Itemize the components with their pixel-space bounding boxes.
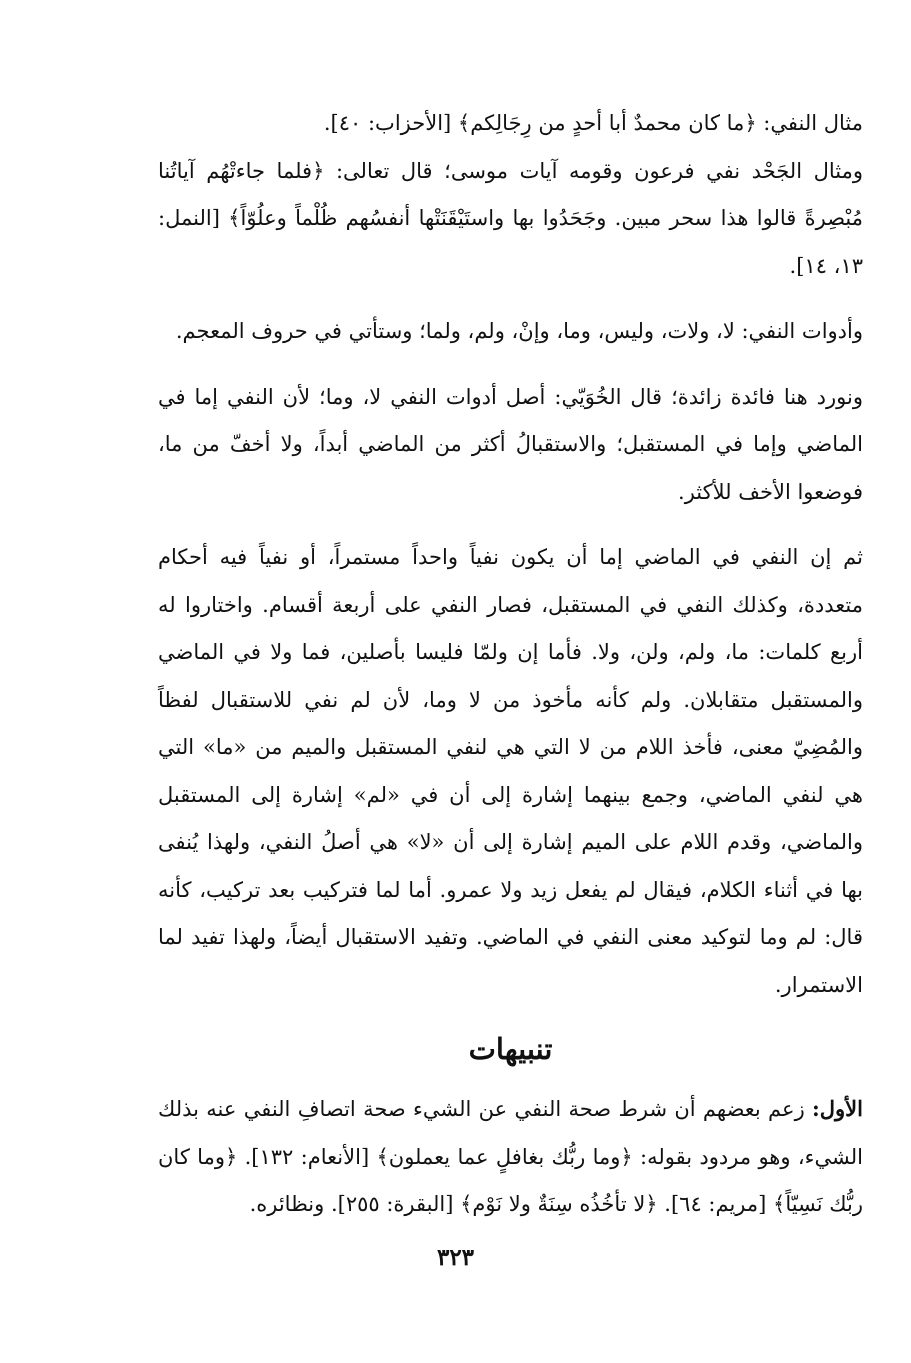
notice-text: زعم بعضهم أن شرط صحة النفي عن الشيء صحة اتصافِ النفي عنه بذلك الشيء، وهو مردود بقوله: ﴿وما ربُّك بغافلٍ عما يعملون﴾ [الأنعام: ١٣٢]. ﴿وما كان ربُّك نَسِيّاً﴾ [مريم: ٦٤]. ﴿لا تأخُذُه سِنَةٌ ولا نَوْم﴾ [البقرة: ٢٥٥]. ونظائره. (158, 1097, 863, 1216)
paragraph-nafi-tools: وأدوات النفي: لا، ولات، وليس، وما، وإنْ، ولم، ولما؛ وستأتي في حروف المعجم. (175, 319, 863, 343)
paragraph-first-notice (158, 1085, 863, 1229)
page-number: ٣٢٣ (436, 1244, 475, 1271)
paragraph-nafi-divisions: ثم إن النفي في الماضي إما أن يكون نفياً واحداً مستمراً، أو نفياً فيه أحكام متعددة، وكذلك النفي في المستقبل، فصار النفي على أربعة أقسام. واختاروا له أربع كلمات: ما، ولم، ولن، ولا. فأما إن ولمّا فليسا بأصلين، فما ولا في الماضي والمستقبل متقابلان. ولم كأنه مأخوذ من لا وما، لأن لم نفي للاستقبال لفظاً والمُضِيّ معنى، فأخذ اللام من لا التي هي لنفي المستقبل والميم من «ما» التي هي لنفي الماضي، وجمع بينهما إشارة إلى أن في «لم» إشارة إلى المستقبل والماضي، وقدم اللام على الميم إشارة إلى أن «لا» هي أصلُ النفي، ولهذا يُنفى بها في أثناء الكلام، فيقال لم يفعل زيد ولا عمرو. أما لما فتركيب بعد تركيب، كأنه قال: لم وما لتوكيد معنى النفي في الماضي. وتفيد الاستقبال أيضاً، ولهذا تفيد لما الاستمرار. (158, 545, 863, 997)
paragraph-jahd-example: ومثال الجَحْد نفي فرعون وقومه آيات موسى؛ قال تعالى: ﴿فلما جاءتْهُم آياتُنا مُبْصِرةً قالوا هذا سحر مبين. وجَحَدُوا بها واستَيْقَنَتْها أنفسُهم ظُلْماً وعلُوّاً﴾ [النمل: ١٣، ١٤]. (158, 158, 863, 278)
notice-lead: الأول: (812, 1096, 863, 1121)
section-heading: تنبيهات (468, 1032, 553, 1066)
paragraph-nafi-example: مثال النفي: ﴿ما كان محمدٌ أبا أحدٍ من رِجَالِكم﴾ [الأحزاب: ٤٠]. (323, 111, 863, 135)
paragraph-khuwayyi-benefit: ونورد هنا فائدة زائدة؛ قال الخُوَيّي: أصل أدوات النفي لا، وما؛ لأن النفي إما في الماضي وإما في المستقبل؛ والاستقبالُ أكثر من الماضي أبداً، ولا أخفّ من ما، فوضعوا الأخف للأكثر. (158, 384, 863, 504)
page-body (158, 100, 863, 1229)
